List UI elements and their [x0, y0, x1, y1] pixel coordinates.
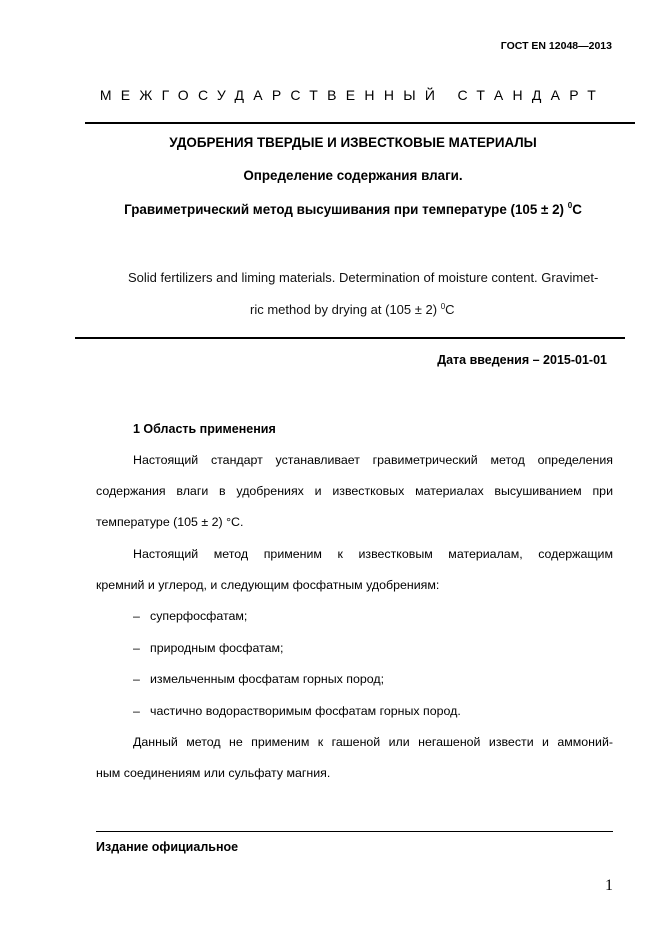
document-title: УДОБРЕНИЯ ТВЕРДЫЕ И ИЗВЕСТКОВЫЕ МАТЕРИАЛЫ	[169, 135, 537, 150]
list-item-text: частично водорастворимым фосфатам горных пород.	[150, 704, 461, 718]
edition-label: Издание официальное	[96, 840, 239, 854]
header-divider	[85, 122, 635, 124]
paragraph-line: Настоящий метод применим к известковым материалам, содержащим	[133, 547, 613, 561]
list-item	[133, 672, 384, 686]
interstate-standard-label: МЕЖГОСУДАРСТВЕННЫЙ СТАНДАРТ	[99, 87, 606, 103]
document-subtitle: Определение содержания влаги.	[243, 168, 463, 183]
effective-date: Дата введения – 2015-01-01	[437, 353, 607, 367]
degree-mark-en: 0	[440, 302, 446, 311]
list-item	[133, 704, 461, 718]
list-item-text: измельченным фосфатам горных пород;	[150, 672, 385, 686]
page-number: 1	[605, 877, 613, 894]
english-title-line-2	[250, 302, 455, 317]
title-divider	[75, 337, 625, 339]
list-item	[133, 641, 283, 655]
paragraph-line: Данный метод не применим к гашеной или негашеной извести и аммоний-	[133, 735, 613, 749]
paragraph-line: температуре (105 ± 2) °С.	[96, 515, 244, 529]
footer-divider	[96, 831, 613, 832]
list-marker: –	[133, 704, 140, 718]
english-title-text: ric method by drying at (105 ± 2)	[250, 302, 438, 317]
paragraph-line: содержания влаги в удобрениях и известковых материалах высушиванием при	[96, 484, 613, 498]
document-method-title	[0, 201, 661, 217]
list-marker: –	[133, 641, 140, 655]
standard-code: ГОСТ EN 12048—2013	[500, 40, 612, 52]
list-item	[133, 609, 247, 623]
list-item-text: природным фосфатам;	[150, 641, 284, 655]
unit-text: С	[572, 202, 582, 217]
list-marker: –	[133, 672, 140, 686]
degree-mark: 0	[567, 201, 573, 210]
unit-text-en: C	[445, 302, 455, 317]
list-item-text: суперфосфатам;	[150, 609, 248, 623]
paragraph-line: ным соединениям или сульфату магния.	[96, 766, 331, 780]
english-title-line-1: Solid fertilizers and liming materials. Determination of moisture content. Gravimet-	[128, 270, 599, 285]
paragraph-line: кремний и углерод, и следующим фосфатным удобрениям:	[96, 578, 440, 592]
method-title-text: Гравиметрический метод высушивания при температуре (105 ± 2)	[124, 202, 565, 217]
paragraph-line: Настоящий стандарт устанавливает гравиметрический метод определения	[133, 453, 613, 467]
list-marker: –	[133, 609, 140, 623]
section-heading: 1 Область применения	[133, 422, 276, 436]
